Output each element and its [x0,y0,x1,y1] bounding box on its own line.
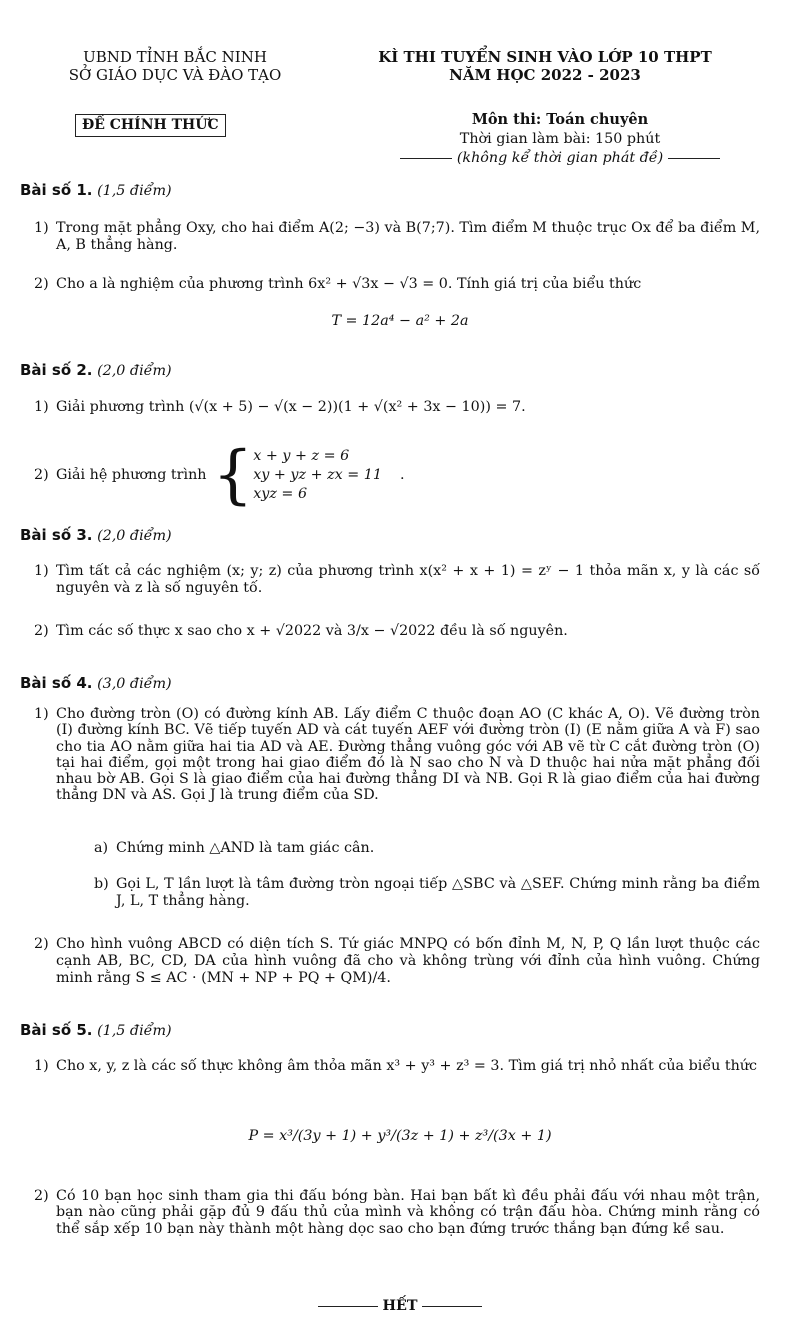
note: (không kể thời gian phát đề) [456,150,664,166]
bai4-qb [94,876,760,910]
bai1-q1-text: Trong mặt phẳng Oxy, cho hai điểm A(2; −3) và B(7;7). Tìm điểm M thuộc trục Ox để ba điểm M, A, B thẳng hàng. [56,220,760,253]
end-dash-right [422,1306,482,1307]
bai3-q2-num: 2) [34,623,49,639]
dash-right [668,158,720,159]
bai5-q1-text: Cho x, y, z là các số thực không âm thỏa mãn x³ + y³ + z³ = 3. Tìm giá trị nhỏ nhất của biểu thức [56,1058,758,1074]
note-line [340,150,780,167]
bai5-q2-num: 2) [34,1188,49,1204]
bai4-q2 [34,936,761,987]
bai3-q1-text: Tìm tất cả các nghiệm (x; y; z) của phương trình x(x² + x + 1) = zʸ − 1 thỏa mãn x, y là các số nguyên và z là số nguyên tố. [56,563,760,596]
sys-period: . [399,466,405,483]
bai4-title: Bài số 4. [20,674,93,692]
bai2-q2 [34,435,760,515]
bai3-heading [20,527,172,545]
bai4-q2-proof: Chứng minh rằng S ≤ AC · (MN + NP + PQ + QM)/4. [56,953,761,986]
bai3-q2 [34,623,760,640]
bai4-q1 [34,706,760,804]
bai4-q1-num: 1) [34,706,49,722]
bai5-q2-text: Có 10 bạn học sinh tham gia thi đấu bóng bàn. Hai bạn bất kì đều phải đấu với nhau một trận, bạn nào cũng phải gặp đủ 9 đấu thủ của mình và không có trận đấu hòa. Chứng minh rằng có thể sắp xếp 10 bạn này thành một hàng dọc sao cho bạn đứng trước thắng bạn đứng kề sau. [56,1188,760,1237]
bai1-q2-num: 2) [34,276,49,292]
bai1-q1-num: 1) [34,220,49,236]
bai3-q2-text: Tìm các số thực x sao cho x + √2022 và 3/x − √2022 đều là số nguyên. [56,623,568,639]
equation-system [253,447,382,504]
sys-eq-2: xy + yz + zx = 11 [253,466,382,483]
bai1-heading [20,182,172,200]
official-label: ĐỀ CHÍNH THỨC [75,114,226,137]
dash-left [400,158,452,159]
bai4-heading [20,675,172,693]
bai1-title: Bài số 1. [20,181,93,199]
bai5-q1-num: 1) [34,1058,49,1074]
bai5-q1 [34,1058,760,1075]
end-dash-left [318,1306,378,1307]
bai4-qb-num: b) [94,876,109,892]
school-year: NĂM HỌC 2022 - 2023 [449,66,641,84]
issuer-line-1: UBND TỈNH BẮC NINH [83,48,267,66]
sys-eq-1: x + y + z = 6 [253,447,350,464]
bai2-q2-num: 2) [34,467,49,483]
bai4-q2-text: Cho hình vuông ABCD có diện tích S. Tứ giác MNPQ có bốn đỉnh M, N, P, Q lần lượt thuộc các cạnh AB, BC, CD, DA của hình vuông đã cho và không trùng với đỉnh của hình vuông. [56,936,760,969]
bai5-points: (1,5 điểm) [97,1023,172,1039]
exam-title: KÌ THI TUYỂN SINH VÀO LỚP 10 THPT [378,48,712,66]
sys-eq-3: xyz = 6 [253,485,308,502]
bai2-heading [20,362,172,380]
bai4-q1-text: Cho đường tròn (O) có đường kính AB. Lấy điểm C thuộc đoạn AO (C khác A, O). Vẽ đường tròn (I) đường kính BC. Vẽ tiếp tuyến AD và cát tuyến AEF với đường tròn (I) (E nằm giữa A và F) sao cho tia AO nằm giữa hai tia AD và AE. Đường thẳng vuông góc với AB vẽ từ C cắt đường tròn (O) tại hai điểm, gọi một trong hai giao điểm đó là N sao cho N và D thuộc hai nửa mặt phẳng đối nhau bờ AB. Gọi S là giao điểm của hai đường thẳng DI và NB. Gọi R là giao điểm của hai đường thẳng DN và AS. Gọi J là trung điểm của SD. [56,706,760,804]
bai2-title: Bài số 2. [20,361,93,379]
bai4-points: (3,0 điểm) [97,676,172,692]
bai5-title: Bài số 5. [20,1021,93,1039]
duration: Thời gian làm bài: 150 phút [459,131,661,147]
bai4-qa-num: a) [94,840,109,856]
bai1-q2-text: Cho a là nghiệm của phương trình 6x² + √3x − √3 = 0. Tính giá trị của biểu thức [56,276,642,292]
bai1-points: (1,5 điểm) [97,183,172,199]
end-line [0,1298,800,1315]
subject: Môn thi: Toán chuyên [471,111,649,128]
bai3-q1 [34,563,760,597]
bai1-q2 [34,276,760,293]
bai4-q2-num: 2) [34,936,49,952]
bai3-points: (2,0 điểm) [97,528,172,544]
bai3-title: Bài số 3. [20,526,93,544]
bai2-q1-num: 1) [34,399,49,415]
left-brace: { [212,438,254,512]
formula-T: T = 12a⁴ − a² + 2a [331,313,469,329]
bai4-qa [94,840,760,857]
bai2-q1-text: Giải phương trình (√(x + 5) − √(x − 2))(1 + √(x² + 3x − 10)) = 7. [56,399,526,415]
issuer-line-2: SỞ GIÁO DỤC VÀ ĐÀO TẠO [68,66,282,84]
bai4-qb-text: Gọi L, T lần lượt là tâm đường tròn ngoại tiếp △SBC và △SEF. Chứng minh rằng ba điểm J, L, T thẳng hàng. [116,876,760,909]
end-mark: HẾT [382,1298,418,1314]
bai1-q1 [34,220,760,254]
bai4-qa-text: Chứng minh △AND là tam giác cân. [116,840,375,856]
formula-P: P = x³/(3y + 1) + y³/(3z + 1) + z³/(3x + 1) [248,1128,552,1144]
bai2-q2-text: Giải hệ phương trình [56,466,207,483]
bai5-heading [20,1022,172,1040]
bai2-points: (2,0 điểm) [97,363,172,379]
bai2-q1 [34,399,760,416]
bai5-q2 [34,1188,760,1237]
bai3-q1-num: 1) [34,563,49,579]
